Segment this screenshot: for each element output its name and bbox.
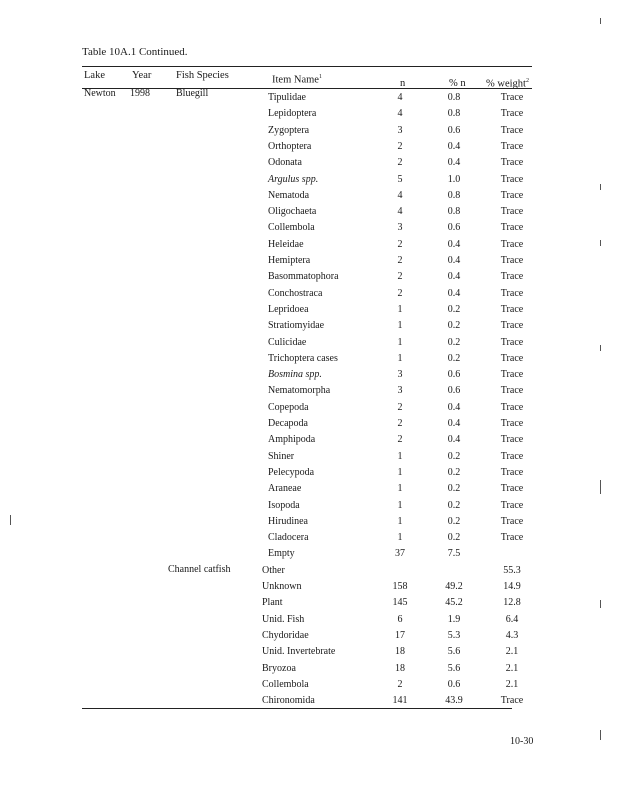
pct-n-cell: 0.8	[447, 206, 461, 217]
scan-mark	[600, 600, 601, 608]
item-name-cell: Hemiptera	[268, 255, 311, 266]
item-name-cell: Collembola	[268, 222, 315, 233]
n-cell: 4	[397, 206, 403, 217]
n-cell: 18	[395, 646, 405, 657]
pct-n-cell: 0.4	[447, 434, 461, 445]
scan-mark	[600, 240, 601, 246]
table-row	[0, 108, 618, 122]
table-row	[0, 320, 618, 334]
table-row	[0, 271, 618, 285]
table-row	[0, 222, 618, 236]
table-row	[0, 304, 618, 318]
pct-weight-cell: Trace	[500, 288, 524, 299]
pct-n-cell: 0.2	[447, 353, 461, 364]
table-row	[0, 92, 618, 106]
pct-n-cell: 0.6	[447, 222, 461, 233]
table-row	[0, 402, 618, 416]
pct-weight-cell: 4.3	[505, 630, 519, 641]
n-cell: 1	[397, 516, 403, 527]
n-cell: 4	[397, 92, 403, 103]
table-row	[0, 157, 618, 171]
header-lake: Lake	[84, 70, 105, 81]
pct-n-cell: 0.4	[447, 255, 461, 266]
table-row	[0, 141, 618, 155]
item-name-cell: Chydoridae	[262, 630, 309, 641]
header-item-name-footnote: 1	[318, 74, 322, 80]
pct-weight-cell: 55.3	[503, 565, 521, 576]
table-row	[0, 679, 618, 693]
pct-weight-cell: Trace	[500, 141, 524, 152]
pct-weight-cell: Trace	[500, 451, 524, 462]
table-row	[0, 190, 618, 204]
item-name-cell: Lepidoptera	[268, 108, 317, 119]
n-cell: 4	[397, 190, 403, 201]
pct-weight-cell: Trace	[500, 271, 524, 282]
pct-weight-cell: Trace	[500, 385, 524, 396]
pct-n-cell: 0.4	[447, 141, 461, 152]
table-row	[0, 597, 618, 611]
table-row	[0, 581, 618, 595]
item-name-cell: Orthoptera	[268, 141, 312, 152]
n-cell: 17	[395, 630, 405, 641]
n-cell: 2	[397, 157, 403, 168]
pct-weight-cell: 14.9	[503, 581, 521, 592]
pct-n-cell: 0.2	[447, 320, 461, 331]
n-cell: 145	[392, 597, 408, 608]
scan-mark	[10, 515, 11, 525]
pct-weight-cell: Trace	[500, 353, 524, 364]
n-cell: 2	[397, 402, 403, 413]
table-row	[0, 385, 618, 399]
table-row	[0, 630, 618, 644]
pct-weight-cell: Trace	[500, 239, 524, 250]
pct-weight-cell: Trace	[500, 402, 524, 413]
pct-weight-cell: Trace	[500, 190, 524, 201]
n-cell: 1	[397, 467, 403, 478]
pct-n-cell: 0.8	[447, 190, 461, 201]
n-cell: 6	[397, 614, 403, 625]
item-name-cell: Argulus spp.	[268, 174, 319, 185]
item-name-cell: Isopoda	[268, 500, 300, 511]
scan-mark	[600, 345, 601, 351]
pct-weight-cell: Trace	[500, 695, 524, 706]
n-cell: 158	[392, 581, 408, 592]
n-cell: 1	[397, 483, 403, 494]
item-name-cell: Trichoptera cases	[268, 353, 338, 364]
table-row	[0, 467, 618, 481]
n-cell: 18	[395, 663, 405, 674]
pct-weight-cell: Trace	[500, 304, 524, 315]
pct-n-cell: 0.4	[447, 271, 461, 282]
scan-mark	[600, 730, 601, 740]
n-cell: 3	[397, 369, 403, 380]
table-row	[0, 369, 618, 383]
n-cell: 141	[392, 695, 408, 706]
pct-weight-cell: 2.1	[505, 663, 519, 674]
pct-n-cell: 0.2	[447, 451, 461, 462]
pct-weight-cell: Trace	[500, 320, 524, 331]
table-row	[0, 125, 618, 139]
table-row	[0, 206, 618, 220]
n-cell: 2	[397, 418, 403, 429]
pct-weight-cell: Trace	[500, 157, 524, 168]
pct-n-cell: 0.6	[447, 369, 461, 380]
header-item-name-text: Item Name	[272, 74, 319, 86]
header-n: n	[400, 78, 406, 89]
header-pct-weight-footnote: 2	[525, 78, 529, 84]
item-name-cell: Zygoptera	[268, 125, 310, 136]
item-name-cell: Basommatophora	[268, 271, 339, 282]
table-row	[0, 483, 618, 497]
n-cell: 2	[397, 679, 403, 690]
item-name-cell: Unknown	[262, 581, 302, 592]
species-label-channel-catfish: Channel catfish	[168, 564, 231, 575]
table-caption: Table 10A.1 Continued.	[82, 46, 188, 58]
n-cell: 1	[397, 500, 403, 511]
pct-n-cell: 0.8	[447, 92, 461, 103]
pct-weight-cell: Trace	[500, 337, 524, 348]
table-row	[0, 500, 618, 514]
n-cell: 2	[397, 434, 403, 445]
item-name-cell: Plant	[262, 597, 283, 608]
pct-n-cell: 0.2	[447, 532, 461, 543]
scan-mark	[600, 18, 601, 24]
table-row	[0, 434, 618, 448]
item-name-cell: Other	[262, 565, 285, 576]
pct-n-cell: 0.8	[447, 108, 461, 119]
table-row	[0, 663, 618, 677]
n-cell: 2	[397, 239, 403, 250]
n-cell: 1	[397, 337, 403, 348]
header-fish-species: Fish Species	[176, 70, 229, 81]
item-name-cell: Collembola	[262, 679, 309, 690]
n-cell: 1	[397, 304, 403, 315]
pct-n-cell: 0.2	[447, 304, 461, 315]
table-row	[0, 255, 618, 269]
item-name-cell: Nematomorpha	[268, 385, 331, 396]
n-cell: 2	[397, 255, 403, 266]
pct-n-cell: 0.2	[447, 500, 461, 511]
item-name-cell: Hirudinea	[268, 516, 308, 527]
table-row	[0, 288, 618, 302]
pct-n-cell: 0.4	[447, 418, 461, 429]
pct-weight-cell: Trace	[500, 483, 524, 494]
n-cell: 1	[397, 320, 403, 331]
table-row	[0, 614, 618, 628]
item-name-cell: Lepridoea	[268, 304, 309, 315]
pct-weight-cell: Trace	[500, 125, 524, 136]
item-name-cell: Unid. Fish	[262, 614, 305, 625]
pct-weight-cell: 2.1	[505, 679, 519, 690]
n-cell: 3	[397, 125, 403, 136]
pct-n-cell: 7.5	[447, 548, 461, 559]
pct-weight-cell: Trace	[500, 255, 524, 266]
item-name-cell: Stratiomyidae	[268, 320, 325, 331]
header-item-name	[272, 74, 322, 86]
pct-n-cell: 5.6	[447, 646, 461, 657]
pct-n-cell: 0.6	[447, 125, 461, 136]
n-cell: 2	[397, 141, 403, 152]
pct-weight-cell: Trace	[500, 516, 524, 527]
n-cell: 3	[397, 222, 403, 233]
pct-weight-cell: Trace	[500, 418, 524, 429]
pct-n-cell: 0.2	[447, 516, 461, 527]
year-label: 1998	[130, 88, 150, 99]
item-name-cell: Chironomida	[262, 695, 315, 706]
pct-weight-cell: Trace	[500, 369, 524, 380]
table-row	[0, 174, 618, 188]
table-row	[0, 353, 618, 367]
table-row	[0, 516, 618, 530]
item-name-cell: Culicidae	[268, 337, 307, 348]
species-label-bluegill: Bluegill	[176, 88, 209, 99]
pct-weight-cell: Trace	[500, 500, 524, 511]
pct-n-cell: 5.6	[447, 663, 461, 674]
n-cell: 1	[397, 353, 403, 364]
item-name-cell: Amphipoda	[268, 434, 316, 445]
pct-n-cell: 0.4	[447, 239, 461, 250]
pct-weight-cell: Trace	[500, 532, 524, 543]
pct-weight-cell: Trace	[500, 467, 524, 478]
pct-n-cell: 0.4	[447, 288, 461, 299]
pct-n-cell: 0.6	[447, 679, 461, 690]
pct-n-cell: 0.2	[447, 467, 461, 478]
pct-weight-cell: Trace	[500, 174, 524, 185]
item-name-cell: Empty	[268, 548, 295, 559]
table-row	[0, 565, 618, 579]
n-cell: 37	[395, 548, 405, 559]
item-name-cell: Araneae	[268, 483, 302, 494]
pct-n-cell: 5.3	[447, 630, 461, 641]
pct-n-cell: 0.4	[447, 157, 461, 168]
table-row	[0, 646, 618, 660]
item-name-cell: Nematoda	[268, 190, 310, 201]
pct-weight-cell: 12.8	[503, 597, 521, 608]
pct-n-cell: 0.2	[447, 483, 461, 494]
n-cell: 2	[397, 288, 403, 299]
pct-n-cell: 1.9	[447, 614, 461, 625]
pct-n-cell: 0.2	[447, 337, 461, 348]
item-name-cell: Tipulidae	[268, 92, 306, 103]
table-row	[0, 548, 618, 562]
table-row	[0, 695, 618, 709]
pct-n-cell: 43.9	[445, 695, 463, 706]
scan-mark	[600, 480, 601, 494]
item-name-cell: Pelecypoda	[268, 467, 315, 478]
table-row	[0, 418, 618, 432]
table-row	[0, 532, 618, 546]
item-name-cell: Shiner	[268, 451, 295, 462]
table-bottom-rule	[82, 708, 512, 709]
n-cell: 4	[397, 108, 403, 119]
pct-weight-cell: Trace	[500, 222, 524, 233]
pct-n-cell: 0.4	[447, 402, 461, 413]
pct-weight-cell: Trace	[500, 206, 524, 217]
pct-weight-cell: 6.4	[505, 614, 519, 625]
item-name-cell: Copepoda	[268, 402, 309, 413]
item-name-cell: Bryozoa	[262, 663, 296, 674]
table-row	[0, 451, 618, 465]
item-name-cell: Unid. Invertebrate	[262, 646, 336, 657]
n-cell: 1	[397, 451, 403, 462]
header-top-rule	[82, 66, 532, 67]
table-row	[0, 337, 618, 351]
lake-label: Newton	[84, 88, 116, 99]
item-name-cell: Conchostraca	[268, 288, 323, 299]
pct-weight-cell: Trace	[500, 434, 524, 445]
item-name-cell: Oligochaeta	[268, 206, 317, 217]
scan-mark	[600, 184, 601, 190]
n-cell: 3	[397, 385, 403, 396]
page-number: 10-30	[510, 736, 534, 747]
pct-n-cell: 0.6	[447, 385, 461, 396]
pct-weight-cell: 2.1	[505, 646, 519, 657]
item-name-cell: Cladocera	[268, 532, 309, 543]
n-cell: 2	[397, 271, 403, 282]
table-row	[0, 239, 618, 253]
n-cell: 5	[397, 174, 403, 185]
pct-n-cell: 45.2	[445, 597, 463, 608]
pct-n-cell: 49.2	[445, 581, 463, 592]
header-pct-n: % n	[449, 78, 466, 89]
item-name-cell: Bosmina spp.	[268, 369, 322, 380]
pct-n-cell: 1.0	[447, 174, 461, 185]
header-pct-weight-text: % weight	[486, 78, 526, 90]
pct-weight-cell: Trace	[500, 108, 524, 119]
header-year: Year	[132, 70, 152, 81]
item-name-cell: Odonata	[268, 157, 302, 168]
n-cell: 1	[397, 532, 403, 543]
item-name-cell: Decapoda	[268, 418, 308, 429]
pct-weight-cell: Trace	[500, 92, 524, 103]
item-name-cell: Heleidae	[268, 239, 304, 250]
